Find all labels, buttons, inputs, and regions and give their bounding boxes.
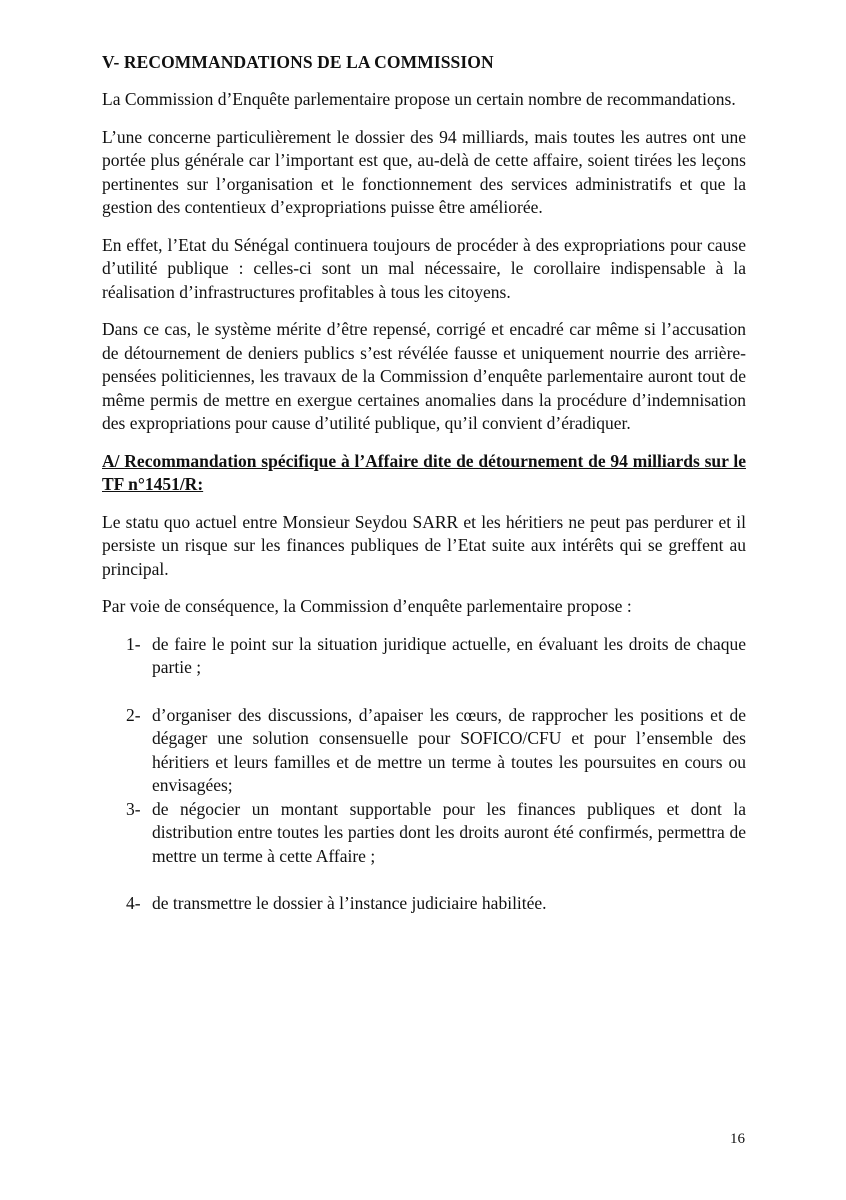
paragraph-statu-quo: Le statu quo actuel entre Monsieur Seydou SARR et les héritiers ne peut pas perdurer et il persiste un risque sur les finances publiques de l’Etat suite aux intérêts qui se greffent au principal. [102, 511, 746, 579]
list-item-number: 3- [126, 798, 141, 819]
list-item-text: de faire le point sur la situation juridique actuelle, en évaluant les droits de chaque partie ; [152, 633, 746, 677]
paragraph-94-milliards: L’une concerne particulièrement le dossier des 94 milliards, mais toutes les autres ont une portée plus générale car l’important est que, au-delà de cette affaire, soient tirées les leçons pertinentes sur l’organisation et le fonctionnement des services administratifs et que la gestion des contentieux d’expropriations puisse être améliorée. [102, 126, 746, 217]
list-item-number: 2- [126, 704, 141, 725]
page-number: 16 [730, 1131, 745, 1147]
list-item [102, 892, 746, 916]
list-item [102, 704, 746, 798]
recommendation-list [102, 633, 746, 916]
section-heading: V- RECOMMANDATIONS DE LA COMMISSION [102, 52, 494, 72]
paragraph-intro: La Commission d’Enquête parlementaire propose un certain nombre de recommandations. [102, 89, 736, 109]
paragraph-propose: Par voie de conséquence, la Commission d’enquête parlementaire propose : [102, 596, 632, 616]
list-item-text: d’organiser des discussions, d’apaiser les cœurs, de rapprocher les positions et de dégager une solution consensuelle pour SOFICO/CFU et pour l’ensemble des héritiers et leurs familles et de mettre un terme à toutes les poursuites en cours ou envisagées; [152, 704, 746, 795]
subsection-heading: A/ Recommandation spécifique à l’Affaire dite de détournement de 94 milliards sur le TF n°1451/R: [102, 450, 746, 494]
document-page [102, 50, 746, 916]
list-item-number: 1- [126, 633, 141, 654]
list-item [102, 798, 746, 869]
list-item [102, 633, 746, 680]
list-item-text: de transmettre le dossier à l’instance judiciaire habilitée. [152, 893, 547, 913]
paragraph-dans-ce-cas: Dans ce cas, le système mérite d’être repensé, corrigé et encadré car même si l’accusation de détournement de deniers publics s’est révélée fausse et uniquement nourrie des arrière-pensées politiciennes, les travaux de la Commission d’enquête parlementaire auront tout de même permis de mettre en exergue certaines anomalies dans la procédure d’indemnisation des expropriations pour cause d’utilité publique, qu’il convient d’éradiquer. [102, 319, 746, 433]
list-item-text: de négocier un montant supportable pour les finances publiques et dont la distribution entre toutes les parties dont les droits auront été confirmés, permettra de mettre un terme à cette Affaire ; [152, 798, 746, 866]
list-item-number: 4- [126, 893, 141, 913]
paragraph-en-effet: En effet, l’Etat du Sénégal continuera toujours de procéder à des expropriations pour cause d’utilité publique : celles-ci sont un mal nécessaire, le corollaire indispensable à la réalisation d’infrastructures profitables à tous les citoyens. [102, 234, 746, 302]
